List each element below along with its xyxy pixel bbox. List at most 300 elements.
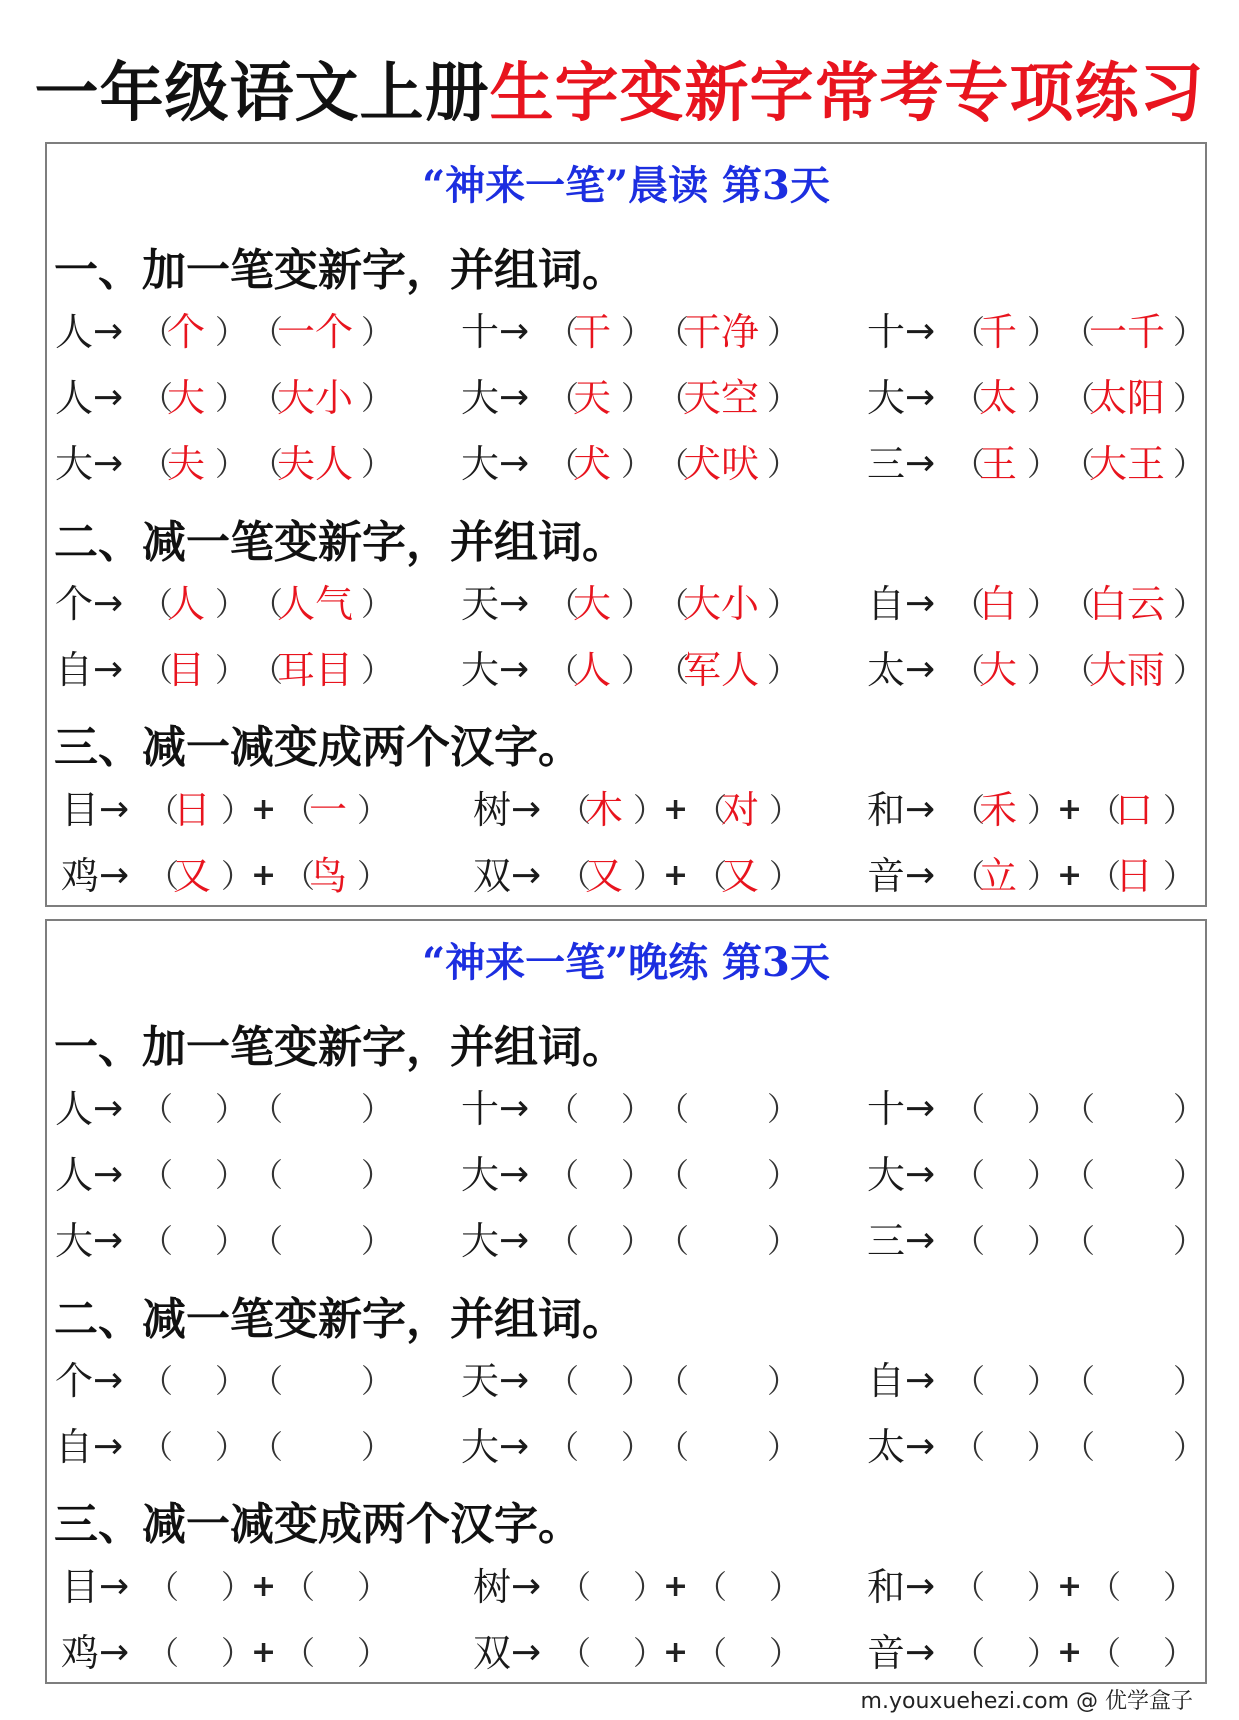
change-item: [867, 576, 1206, 632]
close-paren: ）: [767, 585, 800, 623]
open-paren: （: [695, 1568, 728, 1606]
arrow-icon: →: [499, 377, 530, 418]
open-paren: （: [657, 1362, 690, 1400]
arrow-icon: →: [511, 789, 542, 830]
source-char: 大: [461, 376, 500, 420]
close-paren: ）: [1027, 1362, 1060, 1400]
source-char: 目: [61, 1565, 100, 1609]
close-paren: ）: [215, 313, 248, 351]
answer-blank[interactable]: [1089, 1147, 1173, 1203]
answer-blank[interactable]: [167, 1213, 215, 1269]
close-paren: ）: [621, 585, 654, 623]
open-paren: （: [1063, 313, 1096, 351]
arrow-icon: →: [93, 377, 124, 418]
change-item: [55, 1419, 394, 1475]
source-char: 人: [55, 310, 94, 354]
source-char: 和: [867, 1565, 906, 1609]
close-paren: ）: [361, 1362, 394, 1400]
watermark-footer: m.youxuehezi.com @ 优学盒子: [855, 1684, 1199, 1720]
open-paren: （: [1063, 445, 1096, 483]
open-paren: （: [251, 651, 284, 689]
answer-blank[interactable]: [173, 1559, 221, 1615]
plus-sign: +: [1057, 1635, 1083, 1670]
answer-part-b: 又: [721, 854, 760, 898]
close-paren: ）: [1027, 1156, 1060, 1194]
plus-sign: +: [663, 1569, 689, 1604]
answer-blank[interactable]: [173, 1625, 221, 1681]
answer-blank[interactable]: [979, 1081, 1027, 1137]
answer-blank[interactable]: [1115, 1625, 1163, 1681]
close-paren: ）: [1173, 651, 1206, 689]
close-paren: ）: [767, 1222, 800, 1260]
open-paren: （: [695, 1634, 728, 1672]
close-paren: ）: [361, 1090, 394, 1128]
exercise-row: [47, 782, 1205, 838]
section-heading: 三、减一减变成两个汉字。: [54, 1499, 582, 1550]
change-item: [461, 370, 800, 426]
close-paren: ）: [361, 585, 394, 623]
close-paren: ）: [221, 1634, 254, 1672]
answer-blank[interactable]: [277, 1353, 361, 1409]
open-paren: （: [547, 1156, 580, 1194]
arrow-icon: →: [905, 1360, 936, 1401]
answer-blank[interactable]: [585, 1625, 633, 1681]
source-char: 树: [473, 788, 512, 832]
answer-part-a: 日: [173, 788, 212, 832]
open-paren: （: [547, 651, 580, 689]
section-heading: 二、减一笔变新字，并组词。: [54, 1294, 626, 1345]
close-paren: ）: [1173, 313, 1206, 351]
answer-blank[interactable]: [1089, 1353, 1173, 1409]
answer-blank[interactable]: [979, 1353, 1027, 1409]
close-paren: ）: [215, 1428, 248, 1466]
answer-blank[interactable]: [683, 1213, 767, 1269]
open-paren: （: [141, 585, 174, 623]
plus-sign: +: [251, 1635, 277, 1670]
section-heading: 一、加一笔变新字，并组词。: [54, 1022, 626, 1073]
open-paren: （: [953, 791, 986, 829]
arrow-icon: →: [93, 311, 124, 352]
arrow-icon: →: [905, 1632, 936, 1673]
change-item: [461, 1353, 800, 1409]
open-paren: （: [141, 1090, 174, 1128]
close-paren: ）: [1027, 1634, 1060, 1672]
change-item: [867, 1213, 1206, 1269]
page-title: [0, 46, 1239, 142]
open-paren: （: [141, 1156, 174, 1194]
open-paren: （: [251, 445, 284, 483]
change-item: [55, 1147, 394, 1203]
source-char: 鸡: [61, 854, 100, 898]
close-paren: ）: [215, 1090, 248, 1128]
close-paren: ）: [767, 1428, 800, 1466]
open-paren: （: [953, 585, 986, 623]
arrow-icon: →: [905, 583, 936, 624]
answer-blank[interactable]: [573, 1213, 621, 1269]
answer-char: 大: [573, 582, 612, 626]
arrow-icon: →: [905, 789, 936, 830]
close-paren: ）: [221, 1568, 254, 1606]
answer-blank[interactable]: [683, 1353, 767, 1409]
source-char: 大: [461, 648, 500, 692]
open-paren: （: [141, 445, 174, 483]
plus-sign: +: [663, 1635, 689, 1670]
answer-part-b: 对: [721, 788, 760, 832]
open-paren: （: [953, 1362, 986, 1400]
arrow-icon: →: [499, 1088, 530, 1129]
close-paren: ）: [357, 1634, 390, 1672]
answer-blank[interactable]: [573, 1081, 621, 1137]
arrow-icon: →: [93, 583, 124, 624]
answer-blank[interactable]: [277, 1147, 361, 1203]
close-paren: ）: [215, 445, 248, 483]
answer-word: 白云: [1089, 582, 1166, 626]
close-paren: ）: [1027, 857, 1060, 895]
plus-sign: +: [251, 858, 277, 893]
open-paren: （: [283, 1568, 316, 1606]
open-paren: （: [1063, 1428, 1096, 1466]
close-paren: ）: [1173, 585, 1206, 623]
close-paren: ）: [767, 651, 800, 689]
exercise-row: [47, 1625, 1205, 1681]
answer-char: 干: [573, 310, 612, 354]
exercise-row: [47, 436, 1205, 492]
change-item: [867, 1353, 1206, 1409]
close-paren: ）: [621, 445, 654, 483]
source-char: 大: [461, 1425, 500, 1469]
exercise-row: [47, 848, 1205, 904]
change-item: [55, 1213, 394, 1269]
open-paren: （: [657, 1222, 690, 1260]
close-paren: ）: [361, 445, 394, 483]
close-paren: ）: [215, 1222, 248, 1260]
source-char: 三: [867, 1219, 906, 1263]
arrow-icon: →: [93, 1154, 124, 1195]
exercise-row: [47, 1081, 1205, 1137]
answer-blank[interactable]: [167, 1147, 215, 1203]
source-char: 十: [461, 1087, 500, 1131]
close-paren: ）: [357, 857, 390, 895]
open-paren: （: [953, 1428, 986, 1466]
open-paren: （: [657, 585, 690, 623]
answer-blank[interactable]: [683, 1419, 767, 1475]
arrow-icon: →: [905, 855, 936, 896]
answer-blank[interactable]: [1089, 1081, 1173, 1137]
open-paren: （: [559, 1634, 592, 1672]
answer-blank[interactable]: [979, 1147, 1027, 1203]
close-paren: ）: [1173, 1156, 1206, 1194]
open-paren: （: [251, 1362, 284, 1400]
arrow-icon: →: [93, 443, 124, 484]
open-paren: （: [147, 1568, 180, 1606]
source-char: 双: [473, 854, 512, 898]
title-part-black: 一年级语文上册: [34, 57, 490, 131]
close-paren: ）: [1027, 1428, 1060, 1466]
close-paren: ）: [221, 791, 254, 829]
arrow-icon: →: [499, 311, 530, 352]
open-paren: （: [953, 1568, 986, 1606]
close-paren: ）: [767, 1156, 800, 1194]
arrow-icon: →: [905, 1154, 936, 1195]
close-paren: ）: [621, 1362, 654, 1400]
close-paren: ）: [1173, 1090, 1206, 1128]
close-paren: ）: [357, 791, 390, 829]
close-paren: ）: [215, 1156, 248, 1194]
plus-sign: +: [663, 792, 689, 827]
answer-blank[interactable]: [277, 1081, 361, 1137]
change-item: [55, 304, 394, 360]
answer-blank[interactable]: [573, 1147, 621, 1203]
open-paren: （: [1089, 857, 1122, 895]
open-paren: （: [953, 857, 986, 895]
close-paren: ）: [767, 445, 800, 483]
change-item: [55, 576, 394, 632]
source-char: 双: [473, 1631, 512, 1675]
answer-word: 大小: [683, 582, 760, 626]
source-char: 音: [867, 1631, 906, 1675]
source-char: 天: [461, 582, 500, 626]
change-item: [867, 1419, 1206, 1475]
open-paren: （: [559, 791, 592, 829]
answer-part-a: 木: [585, 788, 624, 832]
source-char: 大: [867, 1153, 906, 1197]
change-item: [461, 642, 800, 698]
source-char: 自: [867, 1359, 906, 1403]
close-paren: ）: [361, 651, 394, 689]
arrow-icon: →: [905, 1426, 936, 1467]
split-item: [61, 1559, 391, 1615]
answer-char: 人: [573, 648, 612, 692]
arrow-icon: →: [905, 649, 936, 690]
split-item: [867, 1625, 1197, 1681]
change-item: [461, 1213, 800, 1269]
answer-word: 大小: [277, 376, 354, 420]
section-heading: 二、减一笔变新字，并组词。: [54, 517, 626, 568]
split-item: [473, 782, 803, 838]
arrow-icon: →: [511, 1566, 542, 1607]
close-paren: ）: [767, 313, 800, 351]
open-paren: （: [1063, 1156, 1096, 1194]
open-paren: （: [559, 857, 592, 895]
open-paren: （: [251, 1090, 284, 1128]
answer-char: 王: [979, 442, 1018, 486]
answer-char: 犬: [573, 442, 612, 486]
close-paren: ）: [215, 1362, 248, 1400]
arrow-icon: →: [99, 1632, 130, 1673]
answer-blank[interactable]: [979, 1559, 1027, 1615]
open-paren: （: [695, 857, 728, 895]
arrow-icon: →: [905, 311, 936, 352]
answer-blank[interactable]: [167, 1081, 215, 1137]
close-paren: ）: [769, 791, 802, 829]
answer-blank[interactable]: [277, 1419, 361, 1475]
close-paren: ）: [361, 379, 394, 417]
source-char: 人: [55, 1087, 94, 1131]
open-paren: （: [547, 313, 580, 351]
split-item: [473, 848, 803, 904]
open-paren: （: [953, 1634, 986, 1672]
arrow-icon: →: [905, 443, 936, 484]
open-paren: （: [547, 1362, 580, 1400]
close-paren: ）: [621, 1222, 654, 1260]
panel-title: “神来一笔”晚练 第3天: [422, 939, 830, 986]
answer-blank[interactable]: [1089, 1213, 1173, 1269]
arrow-icon: →: [499, 583, 530, 624]
change-item: [461, 436, 800, 492]
open-paren: （: [147, 791, 180, 829]
arrow-icon: →: [99, 855, 130, 896]
close-paren: ）: [1163, 791, 1196, 829]
source-char: 人: [55, 376, 94, 420]
close-paren: ）: [769, 857, 802, 895]
open-paren: （: [1063, 585, 1096, 623]
answer-blank[interactable]: [167, 1419, 215, 1475]
answer-blank[interactable]: [979, 1419, 1027, 1475]
answer-word: 干净: [683, 310, 760, 354]
change-item: [867, 1081, 1206, 1137]
split-item: [473, 1559, 803, 1615]
split-item: [61, 782, 391, 838]
change-item: [867, 642, 1206, 698]
source-char: 大: [461, 1219, 500, 1263]
source-char: 音: [867, 854, 906, 898]
source-char: 个: [55, 1359, 94, 1403]
open-paren: （: [141, 651, 174, 689]
close-paren: ）: [1163, 1568, 1196, 1606]
open-paren: （: [283, 791, 316, 829]
close-paren: ）: [621, 379, 654, 417]
open-paren: （: [1089, 1634, 1122, 1672]
answer-blank[interactable]: [1115, 1559, 1163, 1615]
split-item: [473, 1625, 803, 1681]
close-paren: ）: [767, 1362, 800, 1400]
open-paren: （: [147, 857, 180, 895]
arrow-icon: →: [905, 1220, 936, 1261]
answer-blank[interactable]: [683, 1081, 767, 1137]
close-paren: ）: [1027, 1568, 1060, 1606]
arrow-icon: →: [93, 1360, 124, 1401]
split-item: [867, 782, 1197, 838]
answer-blank[interactable]: [979, 1625, 1027, 1681]
answer-blank[interactable]: [309, 1625, 357, 1681]
answer-word: 耳目: [277, 648, 354, 692]
source-char: 和: [867, 788, 906, 832]
open-paren: （: [1063, 1222, 1096, 1260]
close-paren: ）: [621, 313, 654, 351]
exercise-row: [47, 1147, 1205, 1203]
arrow-icon: →: [499, 649, 530, 690]
close-paren: ）: [361, 1428, 394, 1466]
answer-char: 白: [979, 582, 1018, 626]
split-item: [61, 1625, 391, 1681]
source-char: 太: [867, 1425, 906, 1469]
change-item: [55, 1353, 394, 1409]
arrow-icon: →: [905, 1566, 936, 1607]
open-paren: （: [251, 379, 284, 417]
arrow-icon: →: [499, 1220, 530, 1261]
answer-blank[interactable]: [979, 1213, 1027, 1269]
open-paren: （: [559, 1568, 592, 1606]
open-paren: （: [141, 1222, 174, 1260]
open-paren: （: [547, 1428, 580, 1466]
exercise-row: [47, 642, 1205, 698]
close-paren: ）: [633, 791, 666, 829]
open-paren: （: [251, 1156, 284, 1194]
open-paren: （: [547, 585, 580, 623]
arrow-icon: →: [93, 1426, 124, 1467]
answer-blank[interactable]: [573, 1353, 621, 1409]
open-paren: （: [141, 1428, 174, 1466]
open-paren: （: [283, 857, 316, 895]
close-paren: ）: [767, 1090, 800, 1128]
close-paren: ）: [1173, 1428, 1206, 1466]
open-paren: （: [953, 313, 986, 351]
close-paren: ）: [1163, 857, 1196, 895]
answer-blank[interactable]: [167, 1353, 215, 1409]
close-paren: ）: [621, 1156, 654, 1194]
answer-char: 夫: [167, 442, 206, 486]
open-paren: （: [147, 1634, 180, 1672]
answer-blank[interactable]: [277, 1213, 361, 1269]
open-paren: （: [953, 1090, 986, 1128]
open-paren: （: [251, 585, 284, 623]
change-item: [55, 370, 394, 426]
source-char: 大: [55, 442, 94, 486]
split-item: [867, 848, 1197, 904]
title-part-red: 生字变新字常考专项练习: [489, 57, 1205, 131]
answer-char: 大: [167, 376, 206, 420]
answer-blank[interactable]: [721, 1559, 769, 1615]
source-char: 太: [867, 648, 906, 692]
close-paren: ）: [633, 1568, 666, 1606]
close-paren: ）: [1027, 445, 1060, 483]
open-paren: （: [695, 791, 728, 829]
source-char: 大: [461, 442, 500, 486]
close-paren: ）: [633, 1634, 666, 1672]
answer-blank[interactable]: [1089, 1419, 1173, 1475]
open-paren: （: [141, 379, 174, 417]
arrow-icon: →: [93, 649, 124, 690]
source-char: 个: [55, 582, 94, 626]
answer-blank[interactable]: [721, 1625, 769, 1681]
answer-char: 太: [979, 376, 1018, 420]
change-item: [867, 1147, 1206, 1203]
change-item: [867, 370, 1206, 426]
close-paren: ）: [357, 1568, 390, 1606]
change-item: [867, 436, 1206, 492]
answer-word: 大王: [1089, 442, 1166, 486]
exercise-row: [47, 304, 1205, 360]
split-item: [867, 1559, 1197, 1615]
answer-blank[interactable]: [585, 1559, 633, 1615]
close-paren: ）: [621, 1428, 654, 1466]
answer-char: 千: [979, 310, 1018, 354]
close-paren: ）: [361, 1156, 394, 1194]
answer-blank[interactable]: [309, 1559, 357, 1615]
close-paren: ）: [1173, 1222, 1206, 1260]
answer-blank[interactable]: [683, 1147, 767, 1203]
answer-blank[interactable]: [573, 1419, 621, 1475]
plus-sign: +: [1057, 858, 1083, 893]
open-paren: （: [1089, 791, 1122, 829]
source-char: 自: [55, 648, 94, 692]
open-paren: （: [1063, 1362, 1096, 1400]
open-paren: （: [657, 313, 690, 351]
plus-sign: +: [251, 792, 277, 827]
close-paren: ）: [215, 379, 248, 417]
close-paren: ）: [1173, 445, 1206, 483]
exercise-row: [47, 1559, 1205, 1615]
